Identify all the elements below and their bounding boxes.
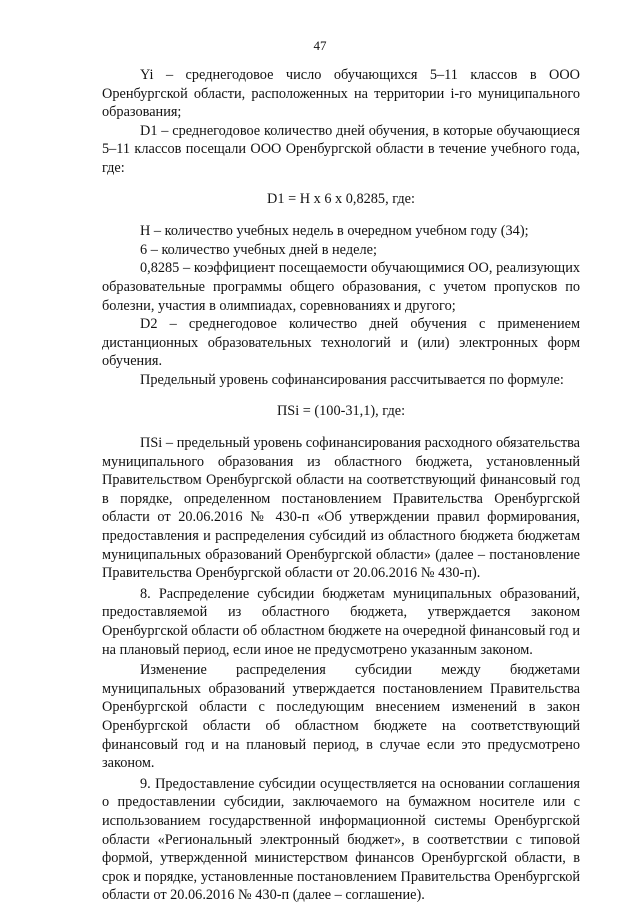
paragraph-section-9: 9. Предоставление субсидии осуществляется на основании соглашения о предоставлении субсидии, заключаемого на бумажном носителе или с использованием государственной информационной системы Оренбургской области «Региональный электронный бюджет», в соответствии с типовой формой, утвержденной министерством финансов Оренбургской области, в срок и порядке, установленные постановлением Правительства Оренбургской области от 20.06.2016 № 430-п (далее – соглашение). [102,775,580,904]
paragraph-h-definition: Н – количество учебных недель в очередном учебном году (34); [140,223,529,240]
paragraph-section-8: 8. Распределение субсидии бюджетам муниципальных образований, предоставляемой из областного бюджета, утверждается законом Оренбургской области об областном бюджете на очередной финансовый год и на плановый период, если иное не предусмотрено указанным законом. [102,585,580,658]
paragraph-cofinancing-intro: Предельный уровень софинансирования рассчитывается по формуле: [140,371,564,388]
paragraph-d2-definition: D2 – среднегодовое количество дней обучения с применением дистанционных образовательных технологий и (или) электронных форм обучения. [102,316,580,370]
paragraph-yi-definition: Yi – среднегодовое число обучающихся 5–11 классов в ООО Оренбургской области, расположенных на территории i-го муниципального образования; [102,67,580,121]
paragraph-coefficient-definition: 0,8285 – коэффициент посещаемости обучающимися ОО, реализующих образовательные программы общего образования, с учетом пропусков по болезни, участия в олимпиадах, соревнованиях и другого; [102,260,580,314]
paragraph-psi-definition: ПSi – предельный уровень софинансирования расходного обязательства муниципального образования из областного бюджета, установленный Правительством Оренбургской области на соответствующий финансовый год в порядке, определенном постановлением Правительства Оренбургской области от 20.06.2016 № 430-п «Об утверждении правил формирования, предоставления и распределения субсидий из областного бюджета бюджетам муниципальных образований Оренбургской области» (далее – постановление Правительства Оренбургской области от 20.06.2016 № 430-п). [102,435,580,582]
paragraph-distribution-change: Изменение распределения субсидии между бюджетами муниципальных образований утверждается постановлением Правительства Оренбургской области с последующим внесением изменений в закон Оренбургской области об областном бюджете на соответствующий финансовый год и на плановый период, в случае если это предусмотрено законом. [102,662,580,772]
formula-d1: D1 = Н х 6 х 0,8285, где: [267,190,415,207]
document-body [102,66,580,905]
paragraph-6-definition: 6 – количество учебных дней в неделе; [140,241,377,258]
page-number: 47 [313,38,327,53]
formula-psi: ПSi = (100-31,1), где: [276,402,406,419]
paragraph-d1-definition: D1 – среднегодовое количество дней обучения, в которые обучающиеся 5–11 классов посещали ООО Оренбургской области в течение учебного года, где: [102,122,580,176]
